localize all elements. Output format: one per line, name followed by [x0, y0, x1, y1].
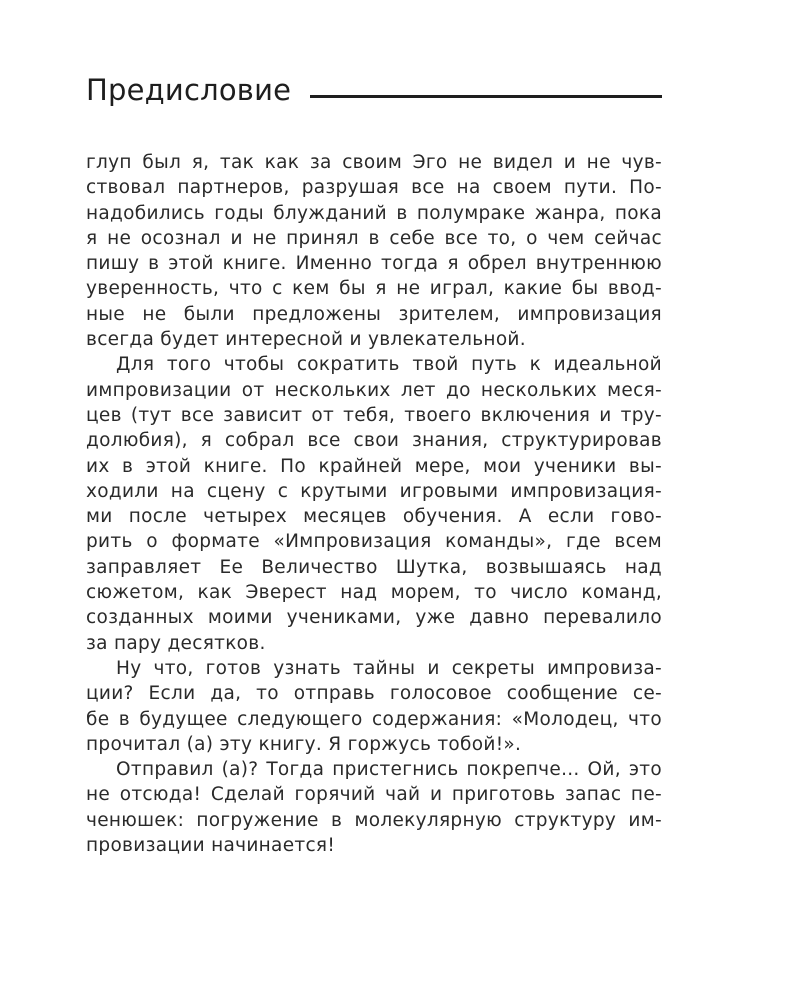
text-line: провизации начинается!: [86, 835, 336, 857]
text-line: созданных моими учениками, уже давно перевалило: [86, 607, 662, 629]
text-line: сюжетом, как Эверест над морем, то число команд,: [86, 582, 662, 604]
text-line: Отправил (а)? Тогда пристегнись покрепче... Ой, это: [116, 759, 662, 781]
text-line: глуп был я, так как за своим Эго не видел и не чув-: [86, 152, 662, 173]
text-line: ции? Если да, то отправь голосовое сообщение се-: [86, 683, 662, 705]
text-line: ходили на сцену с крутыми игровыми импровизация-: [86, 480, 662, 502]
body-text: [86, 150, 662, 858]
text-line: бе в будущее следующего содержания: «Молодец, что: [86, 708, 662, 730]
text-line: ствовал партнеров, разрушая все на своем пути. По-: [86, 177, 662, 199]
text-line: цев (тут все зависит от тебя, твоего включения и тру-: [86, 404, 662, 426]
text-line: Для того чтобы сократить твой путь к идеальной: [116, 354, 662, 376]
text-line: долюбия), я собрал все свои знания, структурировав: [86, 430, 662, 452]
text-line: ные не были предложены зрителем, импровизация: [86, 303, 662, 325]
text-line: заправляет Ее Величество Шутка, возвышаясь над: [86, 556, 662, 578]
text-line: их в этой книге. По крайней мере, мои ученики вы-: [86, 455, 662, 477]
text-line: всегда будет интересной и увлекательной.: [86, 329, 526, 351]
chapter-header: [86, 66, 662, 114]
text-line: прочитал (а) эту книгу. Я горжусь тобой!».: [86, 733, 522, 755]
text-line: рить о формате «Импровизация команды», где всем: [86, 531, 662, 553]
text-line: Ну что, готов узнать тайны и секреты импровиза-: [116, 657, 662, 679]
text-line: уверенность, что с кем бы я не играл, какие бы ввод-: [86, 278, 662, 300]
text-line: пишу в этой книге. Именно тогда я обрел внутреннюю: [86, 253, 662, 275]
text-line: я не осознал и не принял в себе все то, о чем сейчас: [86, 227, 662, 249]
text-line: за пару десятков.: [86, 632, 266, 654]
text-line: надобились годы блужданий в полумраке жанра, пока: [86, 202, 662, 224]
text-line: ми после четырех месяцев обучения. А если гово-: [86, 506, 662, 528]
header-rule: [310, 95, 662, 98]
text-line: импровизации от нескольких лет до нескольких меся-: [86, 379, 662, 401]
chapter-title: Предисловие: [86, 73, 292, 107]
text-line: не отсюда! Сделай горячий чай и приготовь запас пе-: [86, 784, 662, 806]
text-line: ченюшек: погружение в молекулярную структуру им-: [86, 809, 662, 831]
